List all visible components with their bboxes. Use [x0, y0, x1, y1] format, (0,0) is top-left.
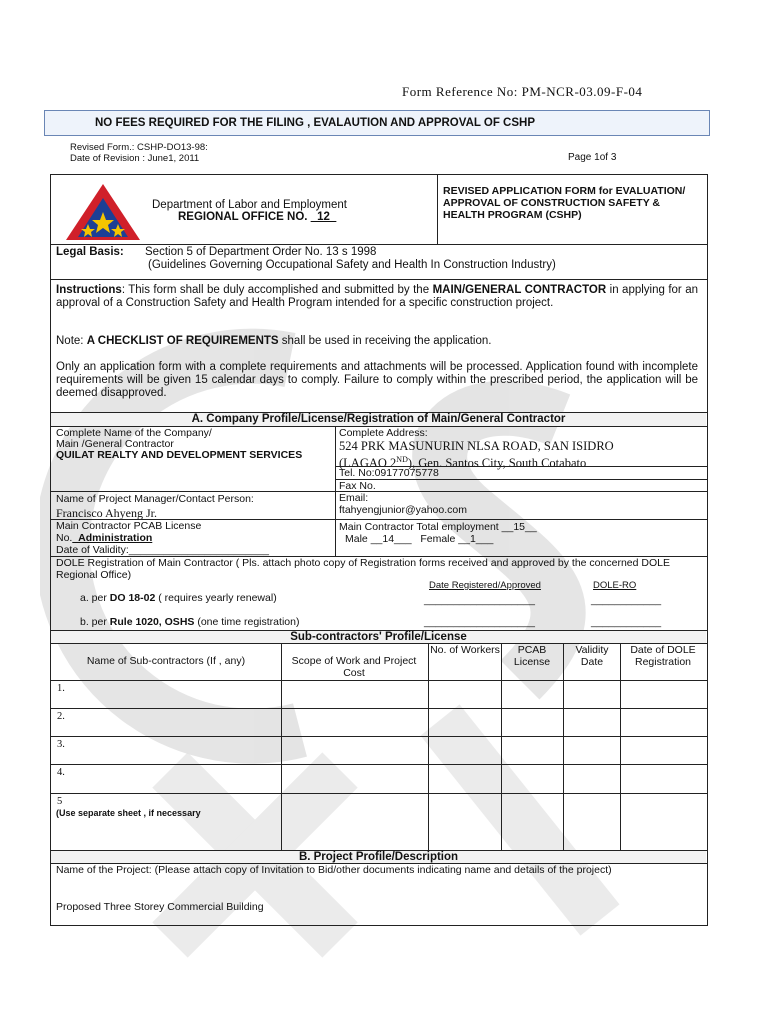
- separate-sheet-note: (Use separate sheet , if necessary: [56, 808, 201, 818]
- instructions-part-a: : This form shall be duly accomplished and submitted by the: [121, 284, 433, 296]
- revised-form: Revised Form.: CSHP-DO13-98:: [70, 142, 208, 153]
- regional-office-no: _12_: [310, 211, 337, 223]
- item-b-prefix: b. per: [80, 616, 110, 628]
- section-a-title: A. Company Profile/License/Registration of Main/General Contractor: [51, 413, 706, 426]
- address-line-1: 524 PRK MASUNURIN NLSA ROAD, SAN ISIDRO: [339, 439, 614, 453]
- table-row-3: 3.: [57, 739, 65, 750]
- project-name-value: Proposed Three Storey Commercial Building: [56, 901, 264, 913]
- pm-label: Name of Project Manager/Contact Person:: [56, 493, 254, 505]
- revision-info: [70, 142, 208, 164]
- regional-office-label: REGIONAL OFFICE NO.: [178, 211, 308, 223]
- instructions-part-b: in applying for an approval of a Construction Safety and Health Program intended for a specific construction project.: [56, 284, 699, 309]
- employment-value: __15__: [501, 521, 537, 533]
- company-name: QUILAT REALTY AND DEVELOPMENT SERVICES: [56, 449, 303, 461]
- item-b-rest: (one time registration): [194, 616, 300, 628]
- col-dole-registration: Date of DOLE Registration: [630, 644, 696, 668]
- pcab-no-value: _Administration: [72, 532, 153, 544]
- dole-registration-text: DOLE Registration of Main Contractor ( Pls. attach photo copy of Registration forms received and approved by the concerned DOLE Regional Office): [56, 557, 670, 581]
- note-rest: shall be used in receiving the application.: [278, 335, 492, 347]
- male-label: Male: [345, 533, 371, 545]
- address-sup: ND: [396, 455, 408, 464]
- registration-item-a: [80, 592, 277, 604]
- tel-no: Tel. No:09177075778: [339, 467, 439, 479]
- instructions-bold-contractor: MAIN/GENERAL CONTRACTOR: [432, 284, 607, 296]
- col-pcab: PCAB License: [513, 644, 551, 668]
- no-fees-banner: [44, 110, 710, 136]
- col-workers: No. of Workers: [430, 644, 500, 656]
- registration-item-b: [80, 616, 299, 628]
- table-row-2: 2.: [57, 711, 65, 722]
- legal-basis-line2: (Guidelines Governing Occupational Safety and Health In Construction Industry): [148, 259, 556, 271]
- dole-ro-header: DOLE-RO: [593, 580, 637, 591]
- instructions-text: [56, 284, 698, 310]
- email-label: Email:: [339, 492, 369, 504]
- employment-gender: [345, 533, 493, 545]
- email-value: ftahyengjunior@yahoo.com: [339, 504, 467, 516]
- pcab-label: Main Contractor PCAB License: [56, 520, 202, 532]
- banner-text: NO FEES REQUIRED FOR THE FILING , EVALAUTION AND APPROVAL OF CSHP: [95, 117, 536, 129]
- legal-basis-line1: Section 5 of Department Order No. 13 s 1998: [145, 246, 377, 258]
- table-row-5: 5: [57, 796, 63, 807]
- department-name: Department of Labor and Employment: [152, 199, 347, 211]
- female-label: Female: [420, 533, 459, 545]
- note-bold: A CHECKLIST OF REQUIREMENTS: [86, 335, 279, 347]
- date-of-revision: Date of Revision : June1, 2011: [70, 153, 200, 164]
- legal-basis-label: Legal Basis:: [56, 246, 124, 258]
- item-a-ro-blank: ____________: [591, 594, 662, 606]
- employment-total: [339, 521, 537, 533]
- note-text: [56, 335, 491, 348]
- table-row-1: 1.: [57, 683, 65, 694]
- note-label: Note:: [56, 335, 87, 347]
- company-label-2: Main /General Contractor: [56, 438, 174, 450]
- company-label-1: Complete Name of the Company/: [56, 427, 212, 439]
- address-line-2b: ), Gen. Santos City, South Cotabato: [407, 456, 587, 471]
- item-a-prefix: a. per: [80, 592, 110, 604]
- address-line-2a: (LAGAO 2: [339, 456, 397, 471]
- fax-no: Fax No.: [339, 480, 376, 492]
- item-b-bold: Rule 1020, OSHS: [109, 616, 195, 628]
- form-title: REVISED APPLICATION FORM for EVALUATION/ APPROVAL OF CONSTRUCTION SAFETY & HEALTH PROGRAM (CSHP): [443, 185, 686, 221]
- col-scope: Scope of Work and Project Cost: [291, 655, 417, 679]
- pcab-no: [56, 532, 152, 544]
- form-reference: Form Reference No: PM-NCR-03.09-F-04: [402, 84, 643, 99]
- col-validity: Validity Date: [575, 644, 609, 668]
- pcab-no-label: No.: [56, 532, 73, 544]
- female-count: __1___: [458, 533, 494, 545]
- page-number: Page 1of 3: [568, 152, 617, 163]
- address-label: Complete Address:: [339, 427, 428, 439]
- subcontractors-title: Sub-contractors' Profile/License: [51, 631, 706, 643]
- section-b-title: B. Project Profile/Description: [51, 851, 706, 863]
- instructions-label: Instructions: [56, 284, 122, 296]
- dole-logo-icon: [64, 182, 142, 242]
- instructions-paragraph: Only an application form with a complete requirements and attachments will be processed. Application found with incomplete requirements will be given 15 calendar days to comply. Failure to comply within the prescribed period, the application will be deemed disapproved.: [56, 361, 698, 399]
- pm-name: Francisco Ahyeng Jr.: [56, 506, 157, 520]
- item-a-bold: DO 18-02: [109, 592, 156, 604]
- item-a-date-blank: ___________________: [424, 594, 535, 606]
- date-of-validity: Date of Validity:________________________: [56, 544, 269, 556]
- item-b-date-blank: ___________________: [424, 616, 535, 628]
- date-registered-header: Date Registered/Approved: [429, 580, 541, 591]
- regional-office: [178, 211, 336, 224]
- item-b-ro-blank: ____________: [591, 616, 662, 628]
- table-row-4: 4.: [57, 767, 65, 778]
- employment-label: Main Contractor Total employment: [339, 521, 502, 533]
- male-count: __14___: [370, 533, 412, 545]
- project-name-label: Name of the Project: (Please attach copy of Invitation to Bid/other documents indicating name and details of the project): [56, 864, 612, 876]
- col-subcontractor-name: Name of Sub-contractors (If , any): [86, 655, 246, 667]
- item-a-rest: ( requires yearly renewal): [155, 592, 277, 604]
